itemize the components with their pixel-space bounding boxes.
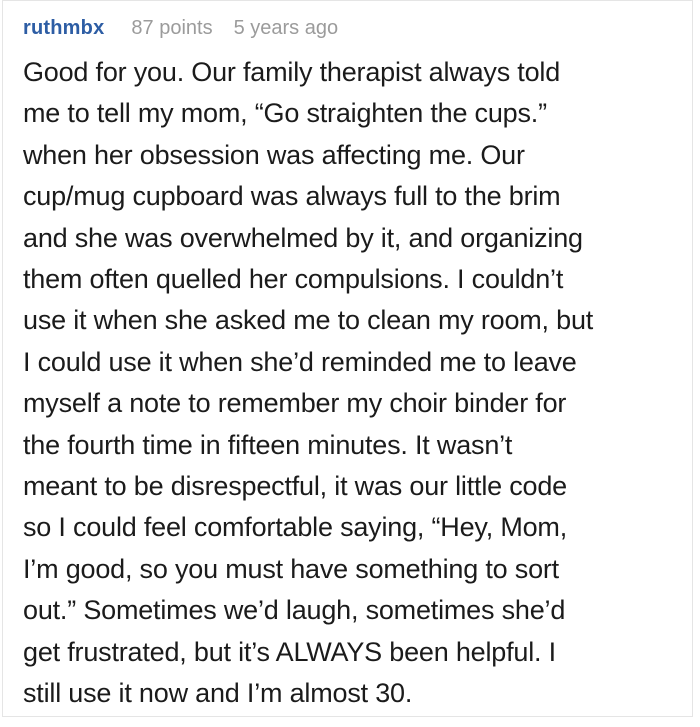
comment-timestamp: 5 years ago [233,17,339,39]
comment-text-line: when her obsession was affecting me. Our [23,139,525,170]
comment-header [3,1,692,40]
comment-text-line: me to tell my mom, “Go straighten the cups.” [23,98,547,129]
comment-author-link[interactable]: ruthmbx [23,17,105,39]
comment-text-line: get frustrated, but it’s ALWAYS been helpful. I [23,636,556,667]
comment-text-line: the fourth time in fifteen minutes. It wasn’t [23,429,513,460]
comment-points: 87 points [131,17,213,39]
comment-text-line: and she was overwhelmed by it, and organizing [23,222,583,253]
comment-text-line: cup/mug cupboard was always full to the brim [23,181,561,212]
comment-text-line: still use it now and I’m almost 30. [23,678,413,709]
comment-text-line: them often quelled her compulsions. I couldn’t [23,264,564,295]
comment-text-line: Good for you. Our family therapist always told [23,57,561,87]
comment-text-line: I’m good, so you must have something to sort [23,553,559,584]
comment-body [3,40,692,715]
comment-text-line: out.” Sometimes we’d laugh, sometimes she’d [23,595,566,626]
comment-text-line: meant to be disrespectful, it was our little code [23,471,567,502]
comment-card [2,0,693,717]
comment-text-line: so I could feel comfortable saying, “Hey, Mom, [23,512,568,543]
comment-text-line: I could use it when she’d reminded me to leave [23,346,577,377]
comment-text-line: use it when she asked me to clean my room, but [23,305,594,336]
comment-text-line: myself a note to remember my choir binder for [23,388,567,419]
